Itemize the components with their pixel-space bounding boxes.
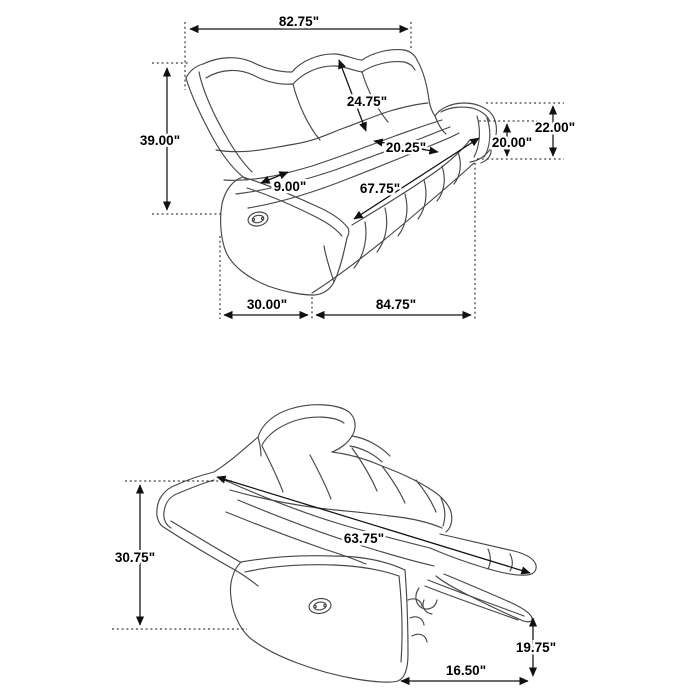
dim-label-footrest-height: 19.75" [515,640,557,655]
dim-footrest-height [516,618,556,676]
dim-label-overall-height: 39.00" [139,133,181,148]
dim-label-reclined-length: 63.75" [343,531,385,546]
reclined-left-arm [230,556,427,682]
power-button-icon [247,210,269,227]
dim-reclined-back-height [112,481,247,629]
dim-overall-depth [220,236,312,319]
dim-label-arm-top-width: 9.00" [273,179,307,194]
dim-label-overall-depth: 30.00" [246,297,288,312]
dim-label-seat-height: 20.00" [491,135,533,150]
dim-label-footrest-extension: 16.50" [445,663,487,678]
dim-footrest-extension [401,663,528,681]
reclined-footrest [416,534,536,622]
dim-label-reclined-back-height: 30.75" [114,550,156,565]
power-button-icon [308,597,332,615]
dim-label-overall-width: 82.75" [278,14,320,29]
upright-right-arm [435,103,496,163]
sofa-upright-view [140,14,575,319]
dim-label-seat-depth: 20.25" [385,140,427,155]
dim-label-interior-seat-width: 67.75" [359,181,401,196]
dim-overall-height [140,63,221,214]
dim-seat-depth [374,140,438,155]
dim-arm-top-width [261,172,306,194]
upright-base [312,152,474,293]
dim-label-arm-height: 22.00" [534,120,576,135]
reclined-dimensions [112,477,556,681]
dim-label-base-width: 84.75" [375,297,417,312]
dim-label-back-cushion-length: 24.75" [346,94,388,109]
upright-backrest [186,50,442,181]
sofa-upright-illustration [186,50,496,295]
reclined-seat [220,478,434,566]
sofa-reclined-view [112,405,556,682]
upright-left-arm [221,177,349,295]
